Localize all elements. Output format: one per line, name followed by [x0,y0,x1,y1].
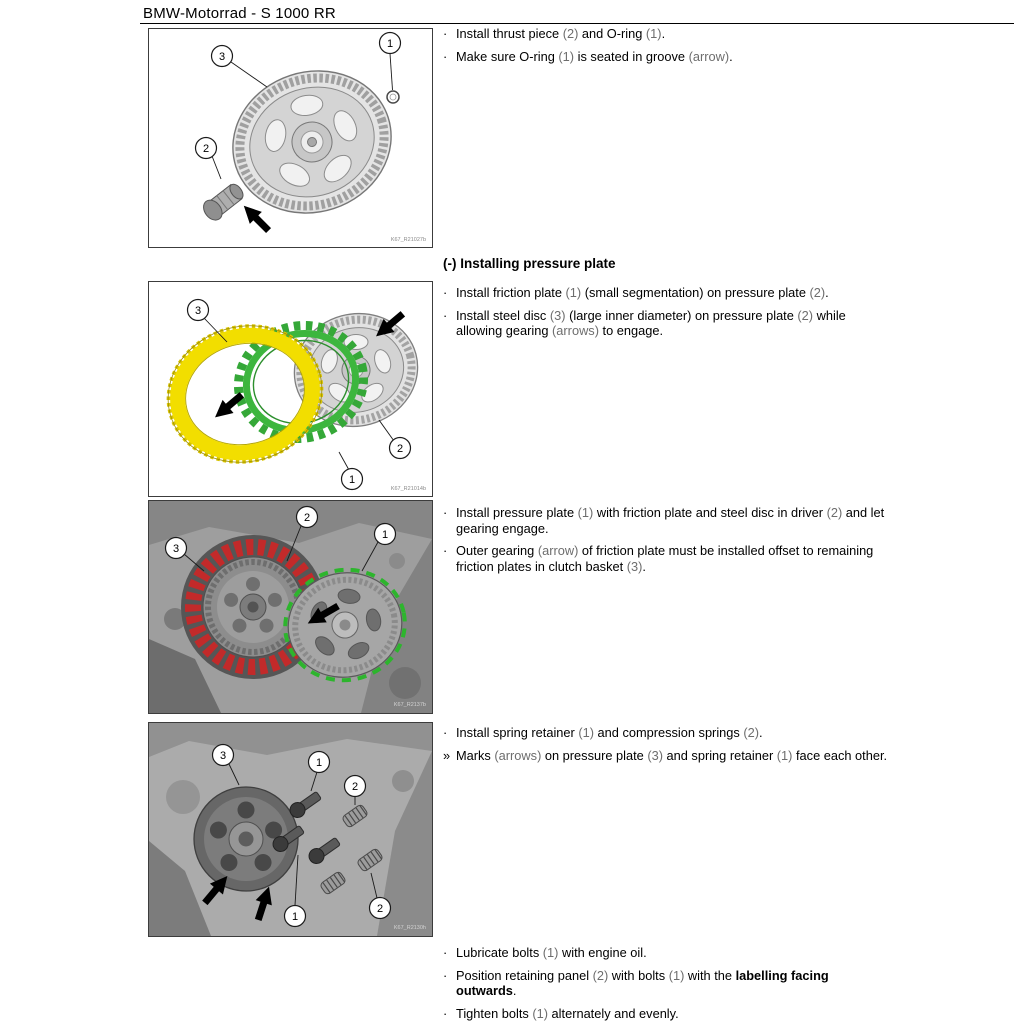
bullet-marker: · [443,48,448,64]
bullet-text: Tighten bolts (1) alternately and evenly. [456,1005,679,1021]
bullet-marker: · [443,285,448,300]
bullet-marker: · [443,505,448,520]
instruction-bullet [443,1006,1021,1022]
section-thrust-piece [443,26,1021,71]
bullet-text: Install thrust piece (2) and O-ring (1). [456,26,666,41]
bullet-text: Lubricate bolts (1) with engine oil. [456,945,647,960]
bullet-text: Position retaining panel (2) with bolts (1) with the labelling facing outwards. [456,967,829,998]
svg-text:2: 2 [351,781,359,793]
svg-text:2: 2 [396,443,404,455]
section-spring-retainer [443,725,1021,770]
instruction-bullet [443,543,1021,574]
figure-code: K67_R21027b [390,237,426,243]
bullet-text: Outer gearing (arrow) of friction plate must be installed offset to remaining friction plates in clutch basket (3). [456,543,874,574]
svg-text:1: 1 [348,474,356,486]
instruction-bullet [443,505,1021,536]
bullet-marker: · [443,725,448,740]
oring-drawing [387,91,399,103]
figure-spring-retainer [148,722,433,937]
svg-text:1: 1 [315,757,323,769]
figure-code: K67_R2137b [393,702,426,708]
header-rule [140,23,1014,24]
bullet-text: Marks (arrows) on pressure plate (3) and spring retainer (1) face each other. [456,747,888,763]
figure-friction-plate-steel-disc [148,281,433,497]
page-title: BMW-Motorrad - S 1000 RR [143,5,336,22]
bullet-marker: · [443,543,448,558]
svg-text:2: 2 [202,143,210,155]
fig2-svg [149,282,432,496]
note-marker: » [443,747,451,763]
section-driver [443,505,1021,581]
instruction-bullet [443,725,1021,741]
svg-text:3: 3 [172,543,180,555]
svg-text:3: 3 [218,51,226,63]
svg-text:3: 3 [194,305,202,317]
instruction-bullet [443,945,1021,961]
bullet-marker: · [443,967,448,983]
figure-thrust-piece-oring [148,28,433,248]
fig4-svg [149,723,432,936]
bullet-marker: · [443,945,448,960]
section-heading-installing-pressure-plate: (-) Installing pressure plate [443,256,616,271]
bullet-marker: · [443,307,448,323]
instruction-bullet [443,49,1021,65]
svg-text:3: 3 [219,750,227,762]
instruction-bullet [443,308,1021,339]
fig3-svg [149,501,432,713]
instruction-bullet [443,26,1021,42]
note-bullet [443,748,1021,764]
bullet-text: Install pressure plate (1) with friction plate and steel disc in driver (2) and let gearing engage. [456,505,885,536]
bullet-marker: · [443,1005,448,1021]
svg-text:1: 1 [381,529,389,541]
bullet-text: Make sure O-ring (1) is seated in groove (arrow). [456,48,733,64]
section-bolts [443,945,1021,1024]
bullet-text: Install spring retainer (1) and compression springs (2). [456,725,763,740]
instruction-bullet [443,285,1021,301]
section-pressure-plate [443,285,1021,346]
figure-code: K67_R21014b [390,486,426,492]
svg-text:2: 2 [303,512,311,524]
bullet-text: Install steel disc (3) (large inner diameter) on pressure plate (2) while allowing gearing (arrows) to engage. [456,307,846,338]
figure-clutch-basket [148,500,433,714]
instruction-bullet [443,968,1021,999]
bullet-marker: · [443,26,448,41]
svg-text:2: 2 [376,903,384,915]
svg-text:1: 1 [291,911,299,923]
fig1-svg [149,29,432,247]
bullet-text: Install friction plate (1) (small segmentation) on pressure plate (2). [456,285,829,300]
svg-text:1: 1 [386,38,394,50]
figure-code: K67_R2130h [393,925,426,931]
